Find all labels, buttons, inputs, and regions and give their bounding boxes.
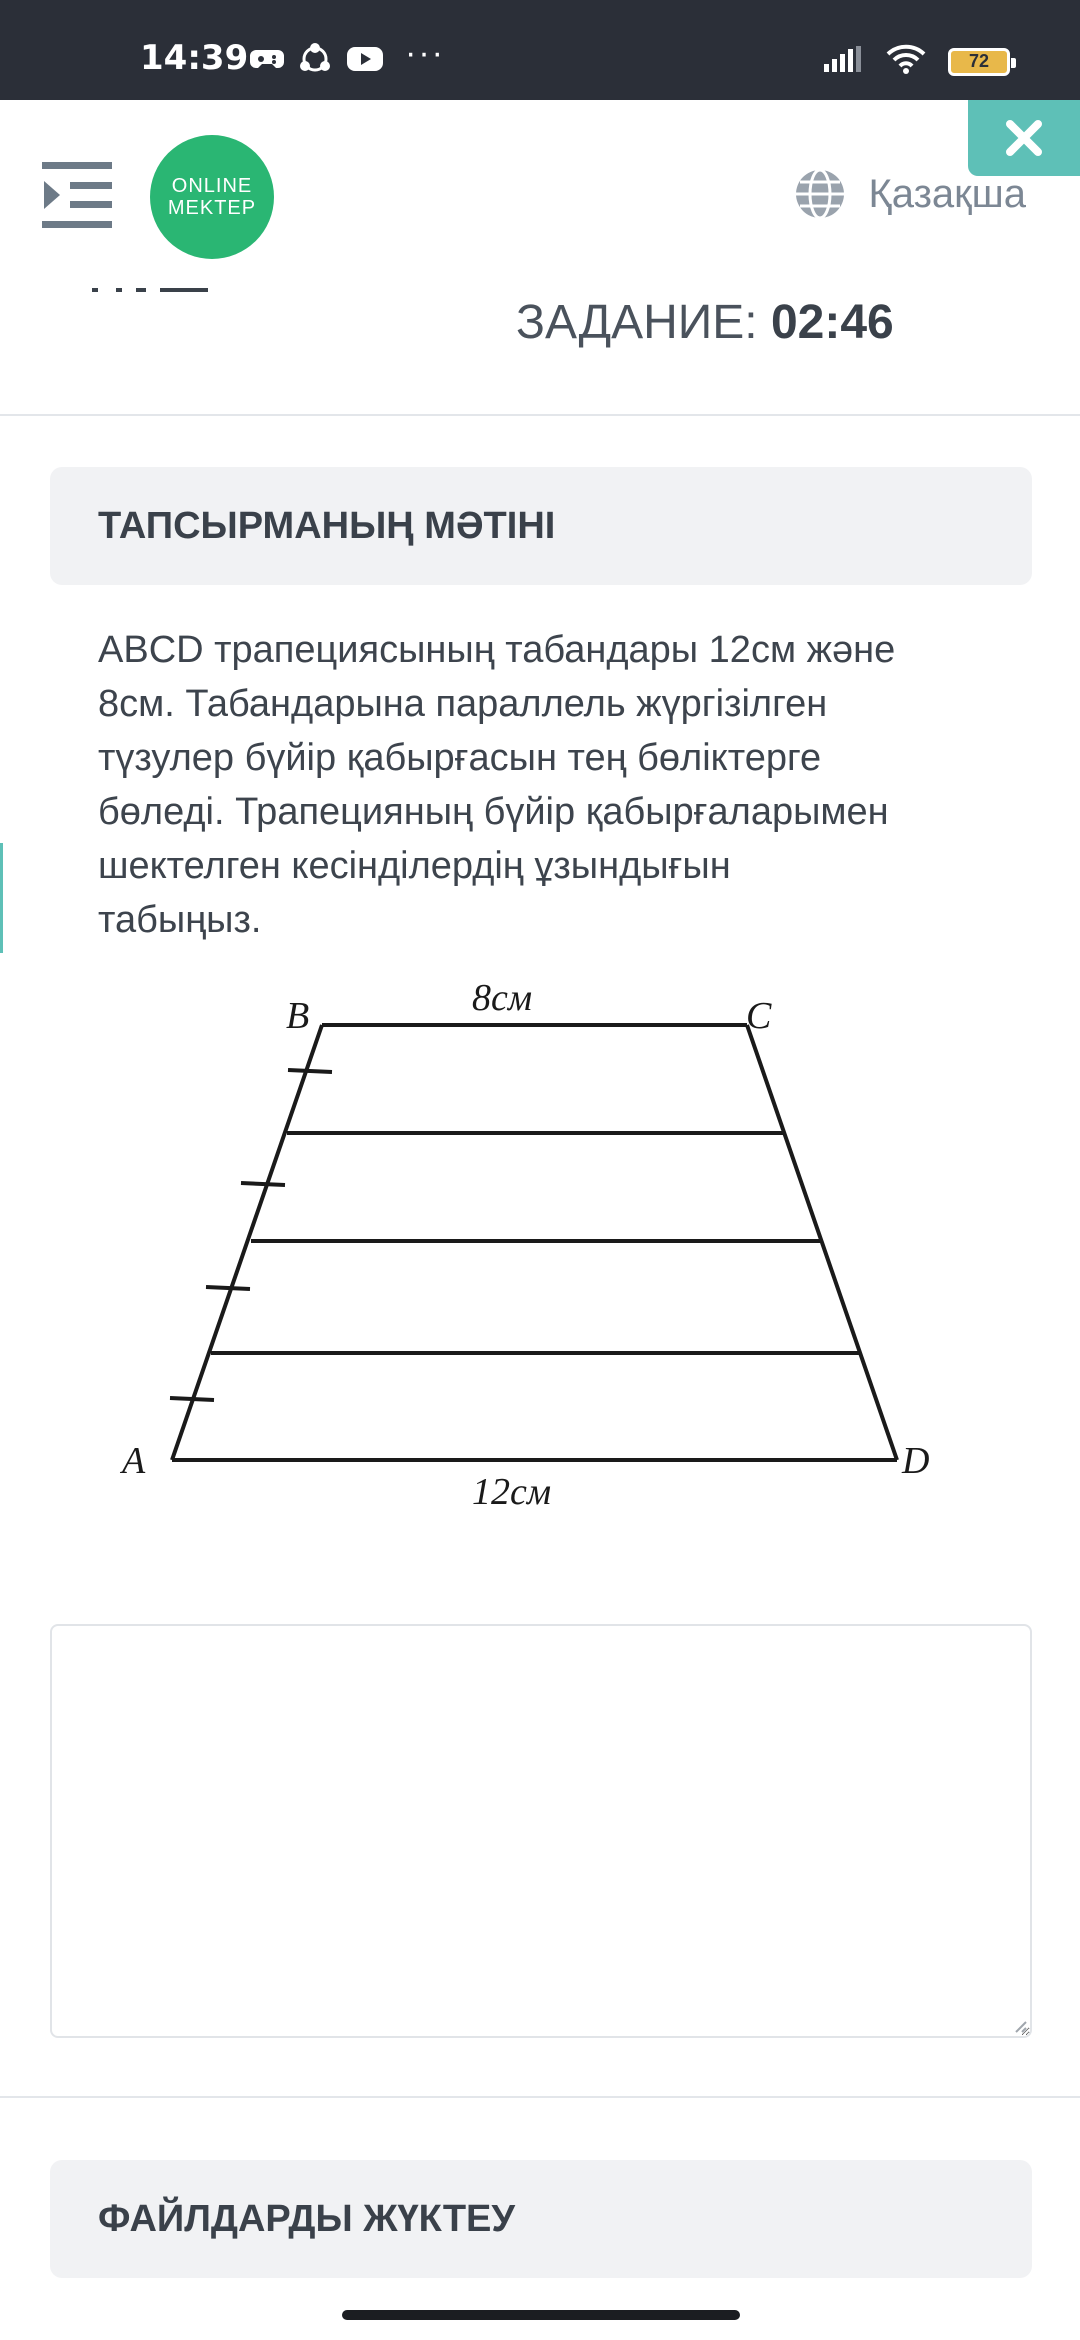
clipped-header-text — [90, 282, 210, 296]
task-text-line: бөледі. Трапецияның бүйір қабырғаларымен — [98, 791, 889, 833]
upload-section-title: ФАЙЛДАРДЫ ЖҮКТЕУ — [98, 2197, 516, 2240]
tick-mark-2 — [241, 1183, 285, 1185]
task-text-line: ABCD трапециясының табандары 12см және — [98, 629, 896, 671]
youtube-icon — [346, 45, 384, 78]
section-divider — [0, 2096, 1080, 2098]
battery-icon — [948, 48, 1010, 76]
close-button[interactable] — [968, 100, 1080, 176]
logo-line2: MEKTEP — [167, 197, 257, 219]
tick-mark-3 — [206, 1287, 250, 1289]
language-label: Қазақша — [868, 171, 1026, 216]
timer-value: 02:46 — [770, 296, 894, 349]
status-icons-right — [824, 44, 1010, 79]
side-marker — [0, 843, 3, 953]
battery-level: 72 — [968, 51, 990, 71]
vertex-label-d: D — [902, 1440, 930, 1482]
trapezoid-figure — [110, 980, 970, 1520]
task-section-title: ТАПСЫРМАНЫҢ МӘТІНІ — [98, 504, 556, 547]
status-bar — [0, 0, 1080, 100]
header-divider — [0, 414, 1080, 416]
timer-label: ЗАДАНИЕ: — [516, 296, 758, 349]
globe-icon — [794, 168, 846, 220]
task-text-line: шектелген кесінділердің ұзындығын — [98, 845, 731, 887]
status-time: 14:39 — [140, 38, 249, 78]
signal-icon — [824, 46, 864, 77]
status-icons-left — [250, 42, 384, 81]
wifi-icon — [886, 44, 926, 79]
resize-grip-icon[interactable] — [1012, 2018, 1028, 2034]
online-mektep-logo[interactable] — [150, 135, 274, 259]
logo-line1: ONLINE — [171, 175, 253, 197]
close-icon — [1004, 118, 1044, 158]
language-selector[interactable] — [794, 168, 1026, 220]
upload-section-header[interactable] — [50, 2160, 1032, 2278]
vertex-label-a: A — [122, 1440, 146, 1482]
bottom-base-length: 12см — [472, 1471, 552, 1513]
task-text — [98, 623, 998, 947]
task-section-header — [50, 467, 1032, 585]
task-timer — [516, 295, 894, 350]
tick-mark-1 — [288, 1070, 332, 1072]
share-icon — [298, 42, 332, 81]
tick-mark-4 — [170, 1398, 214, 1400]
task-text-line: табыңыз. — [98, 899, 262, 941]
top-base-length: 8см — [472, 980, 533, 1019]
task-text-line: түзулер бүйір қабырғасын тең бөліктерге — [98, 737, 822, 779]
more-icon: ··· — [405, 34, 445, 72]
task-text-line: 8см. Табандарына параллель жүргізілген — [98, 683, 828, 725]
menu-button[interactable] — [42, 162, 112, 228]
vertex-label-c: C — [746, 995, 772, 1037]
answer-input[interactable] — [50, 1624, 1032, 2038]
vertex-label-b: B — [286, 995, 310, 1037]
home-indicator[interactable] — [342, 2310, 740, 2320]
game-icon — [250, 46, 284, 77]
menu-icon — [42, 162, 112, 228]
